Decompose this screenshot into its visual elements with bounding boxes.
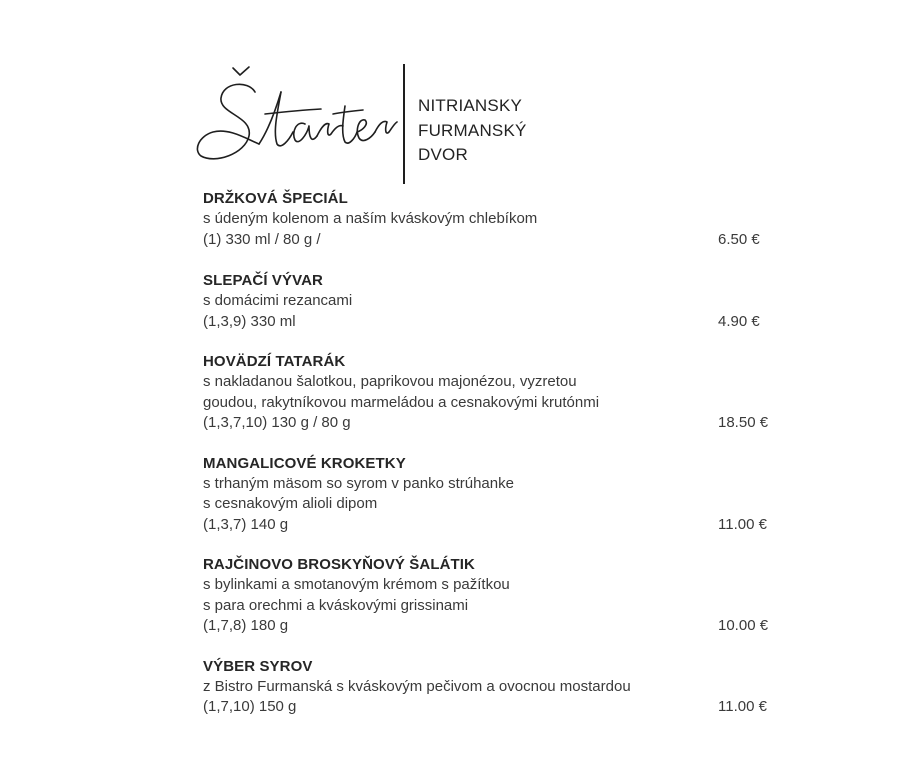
brand-line-2: FURMANSKÝ [418,120,527,140]
item-allergens: (1) 330 ml / 80 g / [203,230,321,248]
item-allergens: (1,3,7) 140 g [203,515,289,533]
item-description: s trhaným mäsom so syrom v panko strúhanke [203,474,514,492]
menu-item [203,270,773,332]
menu-header [193,62,553,186]
item-price: 11.00 € [718,515,767,533]
item-name: DRŽKOVÁ ŠPECIÁL [203,190,348,207]
item-description: s domácimi rezancami [203,292,353,309]
item-description: s nakladanou šalotkou, paprikovou majonézou, vyzretou [203,373,577,390]
item-description: z Bistro Furmanská s kváskovým pečivom a ovocnou mostardou [203,677,631,695]
brand-line-3: DVOR [418,145,468,164]
item-price: 10.00 € [718,617,769,634]
item-description: s cesnakovým alioli dipom [203,495,378,512]
script-title-logo [193,62,398,172]
item-name: VÝBER SYROV [203,657,313,675]
menu-list [203,188,773,718]
item-name: RAJČINOVO BROSKYŇOVÝ ŠALÁTIK [203,556,475,573]
menu-item [203,188,773,250]
item-allergens: (1,3,9) 330 ml [203,312,296,330]
item-allergens: (1,7,10) 150 g [203,698,297,715]
item-description: s údeným kolenom a naším kváskovým chlebíkom [203,210,538,227]
item-name: HOVÄDZÍ TATARÁK [203,353,346,370]
item-description: s para orechmi a kváskovými grissinami [203,596,469,614]
brand-name [418,94,527,168]
menu-item [203,453,773,536]
item-allergens: (1,7,8) 180 g [203,617,289,634]
menu-item [203,351,773,434]
item-name: SLEPAČÍ VÝVAR [203,272,323,289]
item-price: 11.00 € [718,698,767,715]
item-name: MANGALICOVÉ KROKETKY [203,454,406,472]
brand-line-1: NITRIANSKY [418,96,523,115]
menu-item [203,656,773,718]
item-price: 6.50 € [718,230,760,248]
item-price: 4.90 € [718,312,760,330]
menu-item [203,554,773,637]
item-description: s bylinkami a smotanovým krémom s pažítkou [203,576,510,593]
header-divider [403,64,405,184]
item-price: 18.50 € [718,414,769,431]
item-description: goudou, rakytníkovou marmeládou a cesnakovými krutónmi [203,393,600,411]
item-allergens: (1,3,7,10) 130 g / 80 g [203,414,351,431]
starter-script-lettering [193,62,398,172]
